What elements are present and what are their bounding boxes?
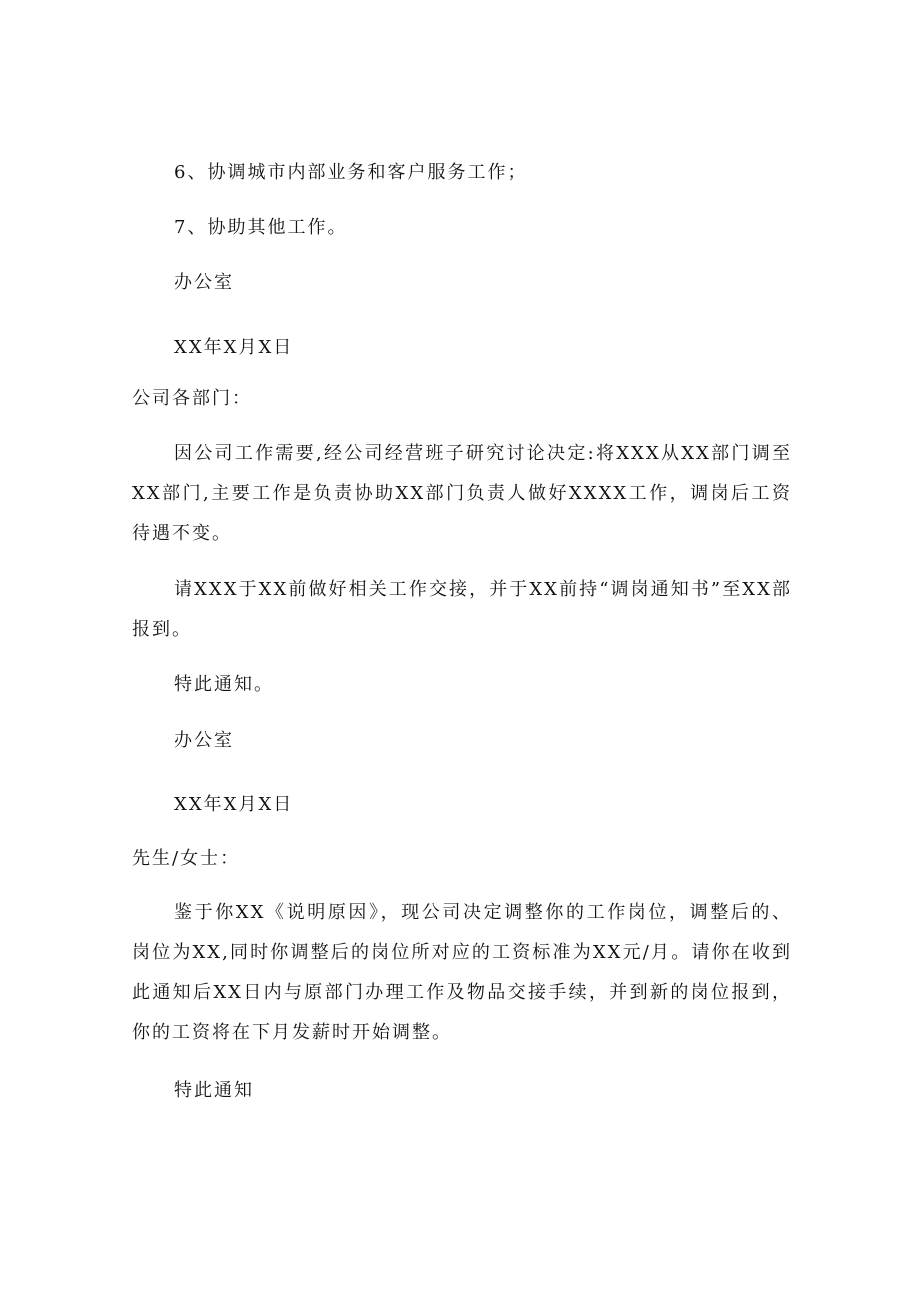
salutation-departments: 公司各部门： [132,388,252,409]
notice2-closing: 特此通知。 [174,674,274,695]
notice2-paragraph-2: 请XXX于XX前做好相关工作交接，并于XX前持“调岗通知书”至XX部报到。 [132,579,792,640]
notice2-paragraph-1: 因公司工作需要,经公司经营班子研究讨论决定:将XXX从XX部门调至XX部门,主要工作是负责协助XX部门负责人做好XXXX工作，调岗后工资待遇不变。 [132,443,792,544]
notice3-closing: 特此通知 [174,1080,254,1101]
list-item-7: 7、协助其他工作。 [174,217,348,238]
signature-office-1: 办公室 [174,272,234,293]
list-item-6: 6、协调城市内部业务和客户服务工作； [174,162,528,183]
date-line-1: XX年X月X日 [174,337,294,358]
signature-office-2: 办公室 [174,730,234,751]
salutation-person: 先生/女士： [132,848,241,869]
notice3-paragraph-1: 鉴于你XX《说明原因》，现公司决定调整你的工作岗位，调整后的、岗位为XX,同时你调整后的岗位所对应的工资标准为XX元/月。请你在收到此通知后XX日内与原部门办理工作及物品交接手续，并到新的岗位报到，你的工资将在下月发薪时开始调整。 [132,902,792,1043]
date-line-2: XX年X月X日 [174,794,294,815]
